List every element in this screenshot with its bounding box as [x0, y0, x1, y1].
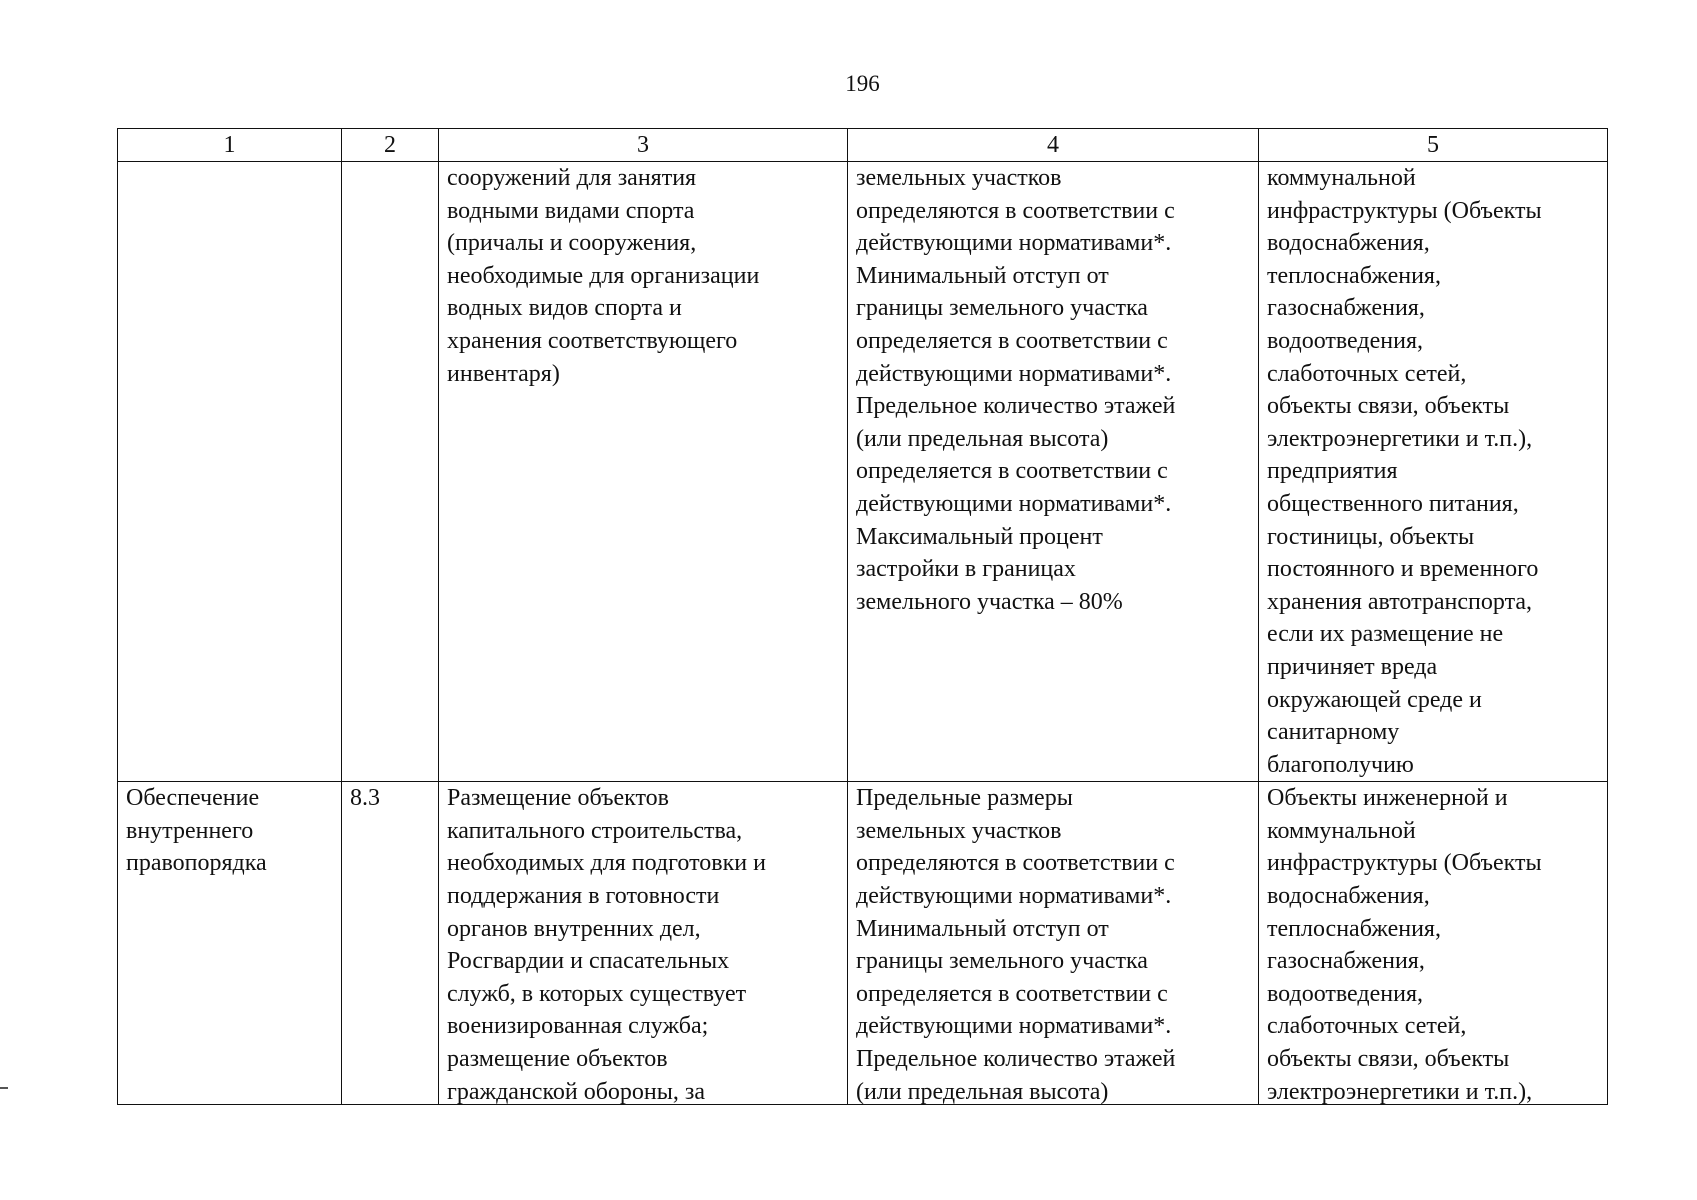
cell-parameters [848, 162, 1259, 782]
zoning-table [117, 128, 1608, 1105]
column-header-1: 1 [118, 129, 342, 162]
cell-use-code [342, 782, 439, 1105]
cell-use-name [118, 162, 342, 782]
auxiliary-uses-text: Объекты инженерной и коммунальной инфраструктуры (Объекты водоснабжения, теплоснабжения, газоснабжения, водоотведения, слаботочных сетей, объекты связи, объекты электроэнергетики и т.п.), [1267, 785, 1542, 1105]
parameters-text: земельных участков определяются в соответствии с действующими нормативами*. Минимальный отступ от границы земельного участка определяется в соответствии с действующими нормативами*. Предельное количество этажей (или предельная высота) определяется в соответствии с действующими нормативами*. Максимальный процент застройки в границах земельного участка – 80% [856, 165, 1176, 615]
page-number: 196 [845, 71, 880, 96]
column-header-2: 2 [342, 129, 439, 162]
cell-use-code [342, 162, 439, 782]
cell-auxiliary-uses [1259, 162, 1608, 782]
cell-parameters [848, 782, 1259, 1105]
margin-mark [0, 1087, 8, 1089]
column-header-4: 4 [848, 129, 1259, 162]
cell-use-name [118, 782, 342, 1105]
table-header-row [118, 129, 1608, 162]
cell-use-description [439, 162, 848, 782]
use-description-text: Размещение объектов капитального строительства, необходимых для подготовки и поддержания в готовности органов внутренних дел, Росгвардии и спасательных служб, в которых существует военизированная служба; размещение объектов гражданской обороны, за [447, 785, 766, 1105]
table-row [118, 162, 1608, 782]
column-header-5: 5 [1259, 129, 1608, 162]
parameters-text: Предельные размеры земельных участков определяются в соответствии с действующими нормативами*. Минимальный отступ от границы земельного участка определяется в соответствии с действующими нормативами*. Предельное количество этажей (или предельная высота) [856, 785, 1176, 1105]
use-code-text: 8.3 [350, 785, 380, 812]
use-name-text: Обеспечение внутреннего правопорядка [126, 785, 267, 877]
cell-use-description [439, 782, 848, 1105]
use-description-text: сооружений для занятия водными видами спорта (причалы и сооружения, необходимые для организации водных видов спорта и хранения соответствующего инвентаря) [447, 165, 760, 387]
table-row [118, 782, 1608, 1105]
cell-auxiliary-uses [1259, 782, 1608, 1105]
column-header-3: 3 [439, 129, 848, 162]
auxiliary-uses-text: коммунальной инфраструктуры (Объекты водоснабжения, теплоснабжения, газоснабжения, водоотведения, слаботочных сетей, объекты связи, объекты электроэнергетики и т.п.), предприятия общественного питания, гостиницы, объекты постоянного и временного хранения автотранспорта, если их размещение не причиняет вреда окружающей среде и санитарному благополучию [1267, 165, 1542, 778]
